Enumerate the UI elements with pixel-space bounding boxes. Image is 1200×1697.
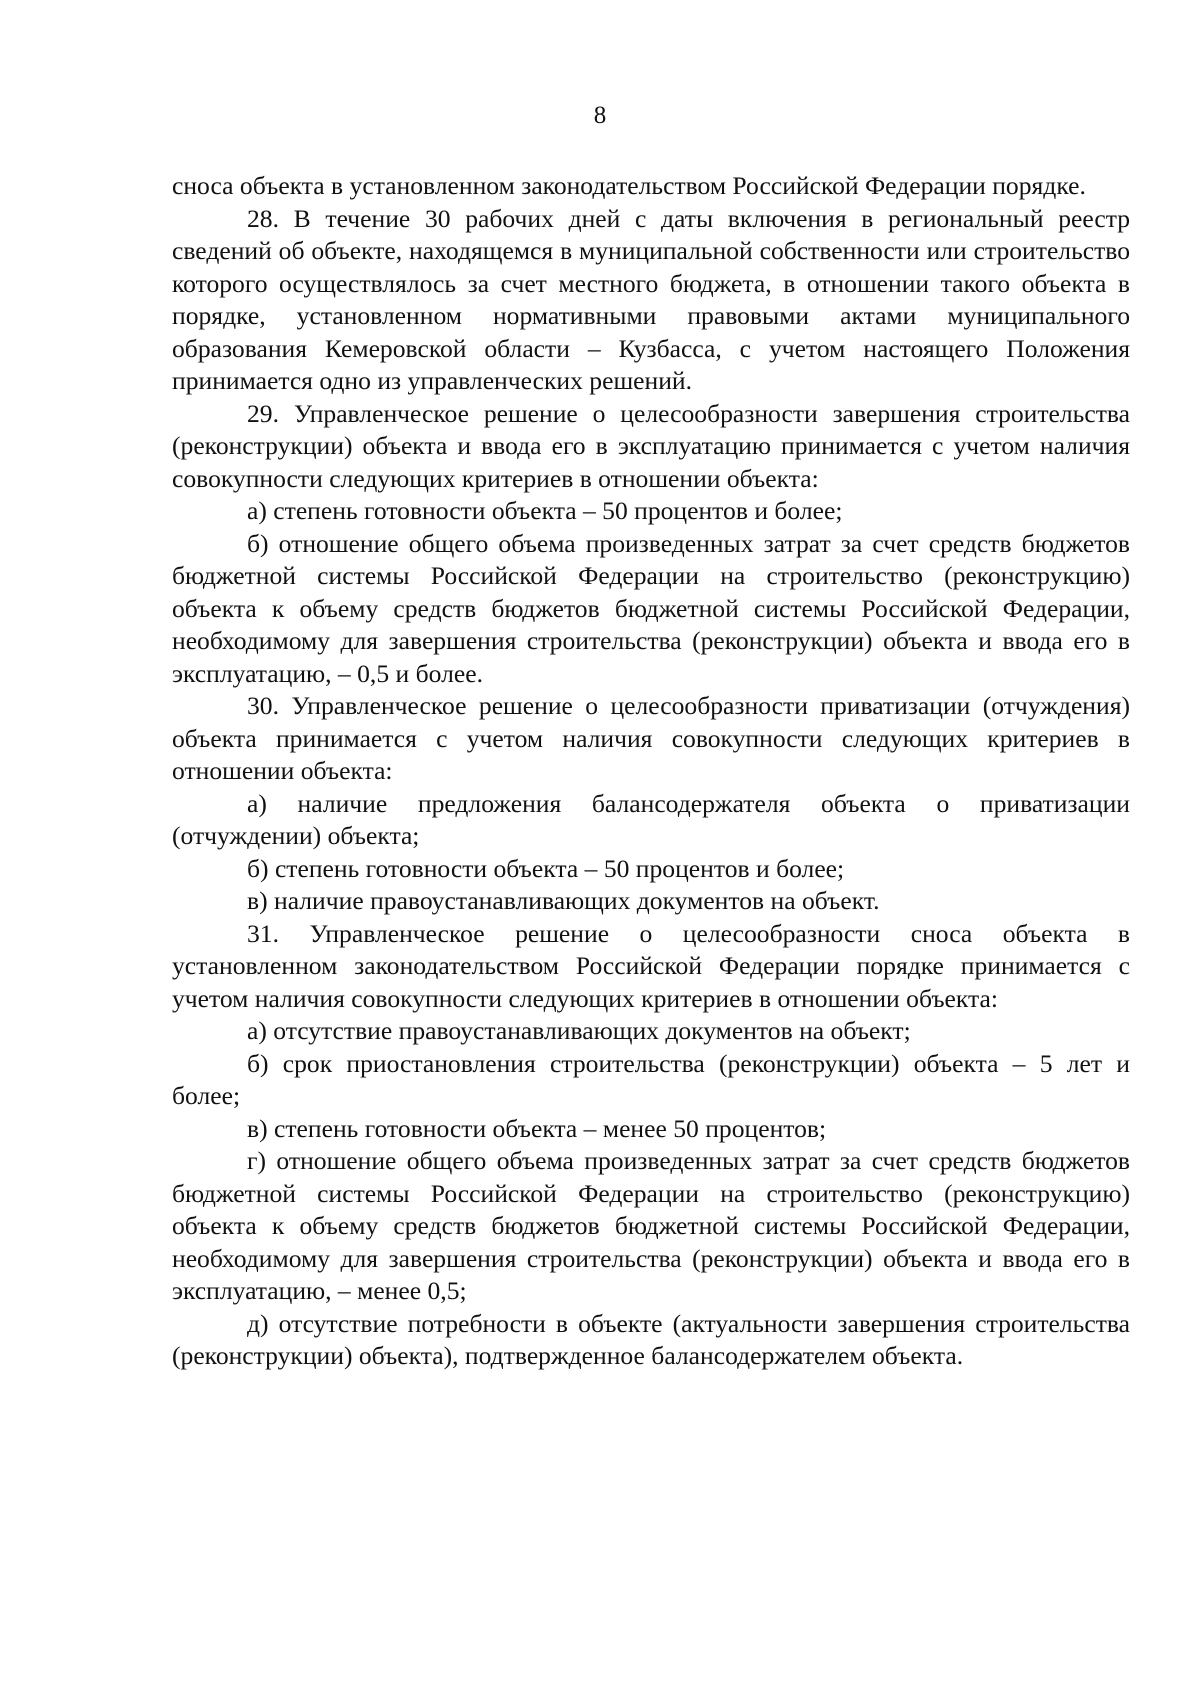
paragraph: а) отсутствие правоустанавливающих документов на объект; <box>247 1016 911 1045</box>
paragraph: б) отношение общего объема произведенных затрат за счет средств бюджетов бюджетной системы Российской Федерации на строительство (реконструкцию) объекта к объему средств бюджетов бюджетной системы Российской Федерации, необходимому для завершения строительства (реконструкции) объекта и ввода его в эксплуатацию, – 0,5 и более. <box>172 528 1130 688</box>
paragraph: а) степень готовности объекта – 50 процентов и более; <box>247 496 843 525</box>
paragraph: а) наличие предложения балансодержателя объекта о приватизации (отчуждении) объекта; <box>172 788 1130 850</box>
paragraph: 29. Управленческое решение о целесообразности завершения строительства (реконструкции) объекта и ввода его в эксплуатацию принимается с учетом наличия совокупности следующих критериев в отношении объекта: <box>172 398 1130 493</box>
paragraph: д) отсутствие потребности в объекте (актуальности завершения строительства (реконструкции) объекта), подтвержденное балансодержателем объекта. <box>172 1308 1130 1370</box>
paragraph: 28. В течение 30 рабочих дней с даты включения в региональный реестр сведений об объекте, находящемся в муниципальной собственности или строительство которого осуществлялось за счет местного бюджета, в отношении такого объекта в порядке, установленном нормативными правовыми актами муниципального образования Кемеровской области – Кузбасса, с учетом настоящего Положения принимается одно из управленческих решений. <box>172 203 1130 395</box>
paragraph: г) отношение общего объема произведенных затрат за счет средств бюджетов бюджетной системы Российской Федерации на строительство (реконструкцию) объекта к объему средств бюджетов бюджетной системы Российской Федерации, необходимому для завершения строительства (реконструкции) объекта и ввода его в эксплуатацию, – менее 0,5; <box>172 1146 1130 1305</box>
document-body <box>172 170 1130 1373</box>
paragraph: б) степень готовности объекта – 50 процентов и более; <box>247 853 845 883</box>
paragraph: в) степень готовности объекта – менее 50 процентов; <box>247 1113 827 1143</box>
paragraph: 31. Управленческое решение о целесообразности сноса объекта в установленном законодательством Российской Федерации порядке принимается с учетом наличия совокупности следующих критериев в отношении объекта: <box>172 918 1130 1013</box>
paragraph: сноса объекта в установленном законодательством Российской Федерации порядке. <box>172 171 1086 200</box>
paragraph: б) срок приостановления строительства (реконструкции) объекта – 5 лет и более; <box>172 1048 1130 1110</box>
page-number: 8 <box>593 102 607 129</box>
paragraph: 30. Управленческое решение о целесообразности приватизации (отчуждения) объекта принимается с учетом наличия совокупности следующих критериев в отношении объекта: <box>172 691 1130 785</box>
paragraph: в) наличие правоустанавливающих документов на объект. <box>247 886 880 915</box>
